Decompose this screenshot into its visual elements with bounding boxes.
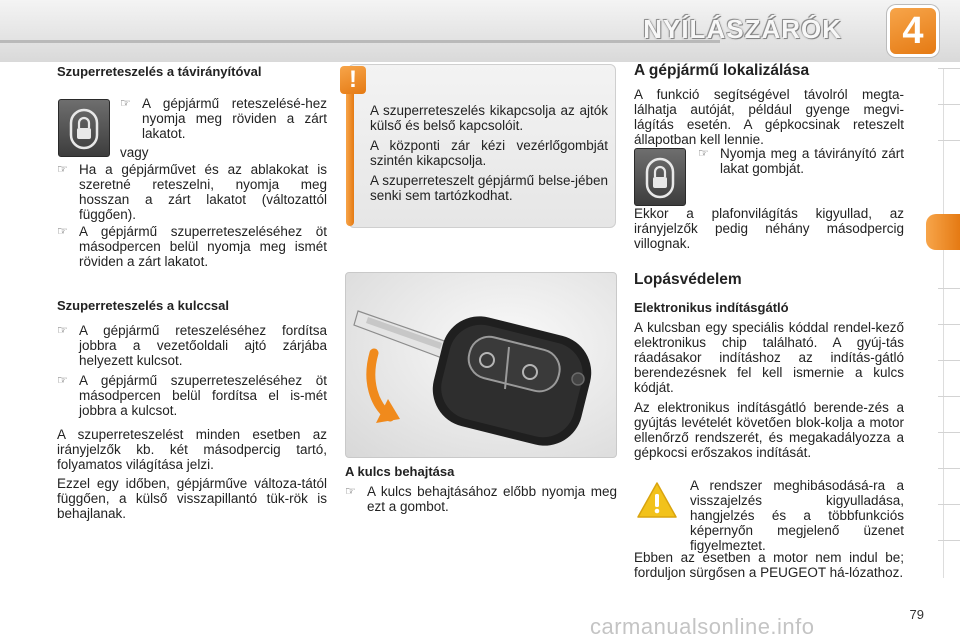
chapter-badge: 4 <box>890 8 936 54</box>
chapter-tab[interactable] <box>938 540 960 575</box>
immobiliser-heading: Elektronikus indításgátló <box>634 300 789 315</box>
list-item: ☞ Nyomja meg a távirányító zárt lakat gombját. <box>698 146 904 176</box>
chapter-tab[interactable] <box>938 504 960 539</box>
chapter-tab-active[interactable] <box>926 214 960 250</box>
list-item: ☞ Ha a gépjárművet és az ablakokat is szeretné reteszelni, nyomja meg hosszan a zárt lakatot (változattól függően). <box>57 162 327 222</box>
key-heading: Szuperreteszelés a kulccsal <box>57 298 229 313</box>
chapter-tab[interactable] <box>938 68 960 103</box>
lock-button-icon <box>58 99 110 157</box>
exclamation-icon: ! <box>340 66 366 94</box>
locate-result <box>634 206 904 251</box>
paragraph: Ebben az esetben a motor nem indul be; forduljon sürgősen a PEUGEOT há-lózathoz. <box>634 550 904 580</box>
pointing-hand-icon: ☞ <box>57 373 68 387</box>
pointing-hand-icon: ☞ <box>698 146 709 160</box>
key-lock-section <box>57 298 327 418</box>
chapter-tab[interactable] <box>938 468 960 503</box>
header-stripe <box>0 40 720 43</box>
key-fold-heading: A kulcs behajtása <box>345 464 455 479</box>
or-label: vagy <box>120 145 149 160</box>
list-item: ☞ A gépjármű reteszelésé-hez nyomja meg röviden a zárt lakatot. <box>120 96 327 141</box>
watermark: carmanualsonline.info <box>590 614 815 639</box>
pointing-hand-icon: ☞ <box>120 96 131 110</box>
paragraph: Ezzel egy időben, gépjárműve változa-tától függően, a külső visszapillantó tük-rök is behajlanak. <box>57 476 327 521</box>
lock-button-icon <box>634 148 686 206</box>
chapter-tab[interactable] <box>938 396 960 431</box>
warning-triangle-icon <box>636 480 678 520</box>
folding-key-icon <box>346 273 616 457</box>
warning-text <box>690 478 904 553</box>
note-text <box>370 103 608 208</box>
pointing-hand-icon: ☞ <box>57 224 68 238</box>
key-fold-section <box>345 464 617 514</box>
remote-bullet-block <box>120 96 327 160</box>
theft-section <box>634 272 904 460</box>
remote-heading: Szuperreteszelés a távirányítóval <box>57 64 262 79</box>
theft-heading: Lopásvédelem <box>634 271 742 288</box>
chapter-tab[interactable] <box>938 432 960 467</box>
chapter-tabs <box>934 68 960 588</box>
left-bullets <box>57 162 327 269</box>
pointing-hand-icon: ☞ <box>57 162 68 176</box>
paragraph: A szuperreteszelést minden esetben az irányjelzők kb. két másodpercig tartó, folyamatos világítása jelzi. <box>57 427 327 472</box>
locate-section <box>634 63 904 147</box>
locate-heading: A gépjármű lokalizálása <box>634 62 810 79</box>
paragraph: Az elektronikus indításgátló berende-zés a gyújtás levételét követően blok-kolja a motor ellenőrző rendszerét, és megakadályozza a gépkocsi erőszakos indítását. <box>634 400 904 460</box>
left-column <box>57 64 327 79</box>
paragraph: Ekkor a plafonvilágítás kigyullad, az irányjelzők pedig néhány másodpercig villognak. <box>634 206 904 251</box>
left-paragraphs <box>57 427 327 521</box>
pointing-hand-icon: ☞ <box>345 484 356 498</box>
locate-bullet-block <box>698 146 904 176</box>
list-item: ☞ A gépjármű reteszeléséhez fordítsa jobbra a vezetőoldali ajtó zárjába helyezett kulcsot. <box>57 323 327 368</box>
chapter-tab[interactable] <box>938 288 960 323</box>
note-paragraph: A szuperreteszelt gépjármű belse-jében senki sem tartózkodhat. <box>370 173 608 203</box>
chapter-tab[interactable] <box>938 104 960 139</box>
chapter-tab[interactable] <box>938 324 960 359</box>
final-paragraph <box>634 550 904 580</box>
pointing-hand-icon: ☞ <box>57 323 68 337</box>
chapter-tab[interactable] <box>938 360 960 395</box>
page-number: 79 <box>909 607 924 622</box>
list-item: ☞ A gépjármű szuperreteszeléséhez öt másodpercen belül nyomja meg ismét röviden a zárt lakatot. <box>57 224 327 269</box>
note-paragraph: A szuperreteszelés kikapcsolja az ajtók külső és belső kapcsolóit. <box>370 103 608 133</box>
paragraph: A kulcsban egy speciális kóddal rendel-kező elektronikus chip található. A gyúj-tás ráadásakor indításhoz az indítás-gátló berendezésnek fel kell ismernie a kulcs kódját. <box>634 320 904 395</box>
chapter-tab[interactable] <box>938 140 960 175</box>
list-item: ☞ A kulcs behajtásához előbb nyomja meg ezt a gombot. <box>345 484 617 514</box>
note-paragraph: A központi zár kézi vezérlőgombját szintén kikapcsolja. <box>370 138 608 168</box>
paragraph: A funkció segítségével távolról megta-lálhatja autóját, például gyenge megvi-lágítás esetén. A gépkocsinak reteszelt állapotban kell lennie. <box>634 87 904 147</box>
page-title: NYÍLÁSZÁRÓK <box>643 14 842 44</box>
list-item: ☞ A gépjármű szuperreteszeléséhez öt másodpercen belül fordítsa el is-mét jobbra a kulcsot. <box>57 373 327 418</box>
paragraph: A rendszer meghibásodásá-ra a visszajelzés kigyulladása, hangjelzés és a többfunkciós képernyőn megjelenő üzenet figyelmeztet. <box>690 478 904 553</box>
key-illustration <box>345 272 617 458</box>
